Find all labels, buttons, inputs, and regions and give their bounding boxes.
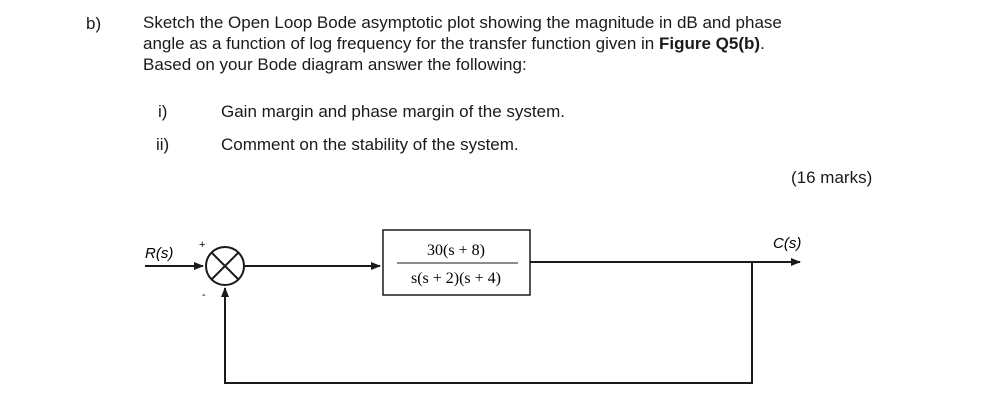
summing-junction [206, 247, 244, 285]
output-label: C(s) [773, 235, 802, 252]
figure-reference: Figure Q5(b) [659, 34, 761, 53]
tf-numerator: 30(s + 8) [427, 242, 485, 259]
plus-sign: + [199, 239, 206, 251]
question-line-3: Based on your Bode diagram answer the following: [143, 55, 527, 74]
minus-sign: - [202, 289, 206, 301]
tf-denominator: s(s + 2)(s + 4) [410, 270, 502, 287]
input-label: R(s) [145, 245, 174, 262]
subquestion-text-i: Gain margin and phase margin of the system. [221, 102, 565, 121]
subquestion-text-ii: Comment on the stability of the system. [221, 135, 519, 154]
subquestion-number-i: i) [158, 102, 168, 121]
question-label: b) [86, 14, 102, 33]
question-line-1: Sketch the Open Loop Bode asymptotic plot showing the magnitude in dB and phase [143, 13, 782, 32]
question-line-2-end: . [760, 34, 765, 53]
question-line-2-text: angle as a function of log frequency for the transfer function given in [143, 34, 659, 53]
subquestion-number-ii: ii) [156, 135, 170, 154]
marks-label: (16 marks) [791, 168, 873, 187]
